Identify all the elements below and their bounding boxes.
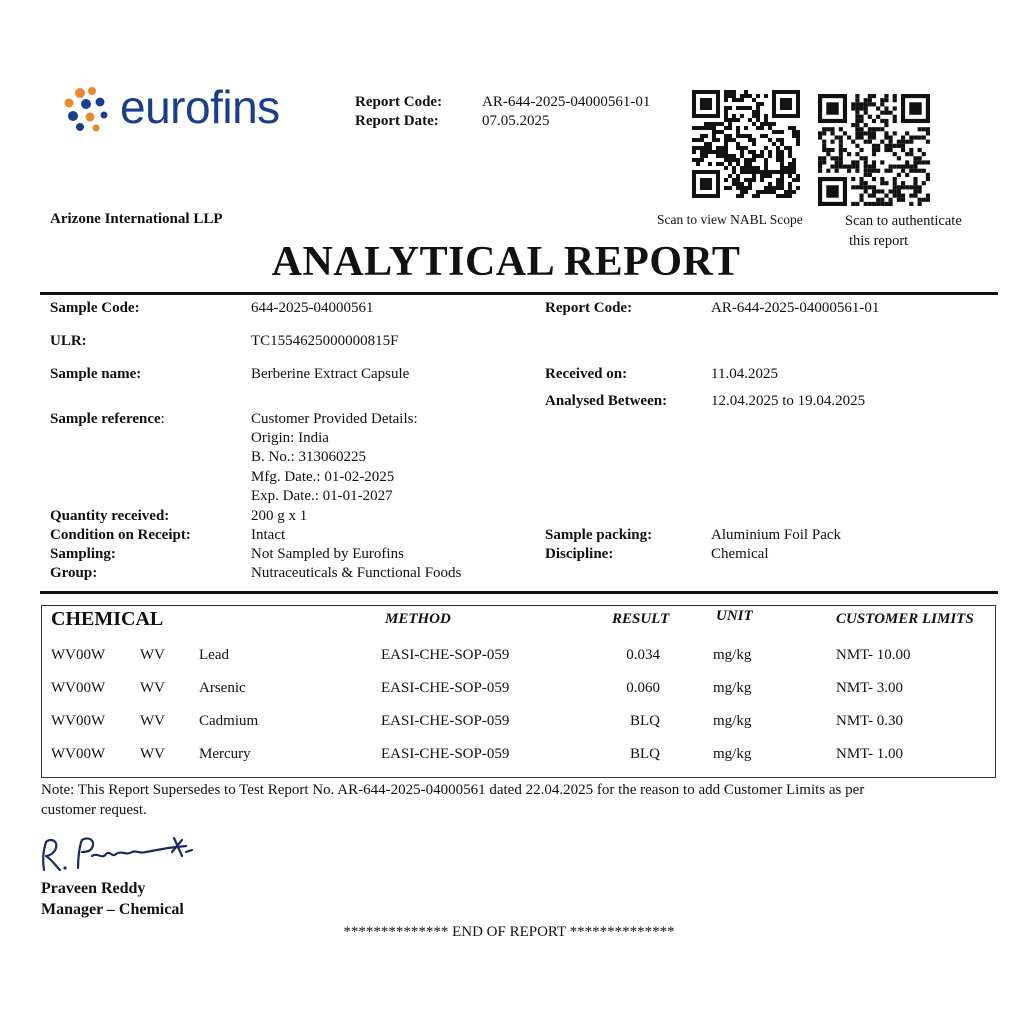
report-date-value: 07.05.2025 — [482, 113, 550, 129]
fields-divider — [40, 591, 998, 594]
customer-name: Arizone International LLP — [50, 211, 223, 227]
row2-method: EASI-CHE-SOP-059 — [381, 680, 510, 696]
sample-reference-label: Sample reference — [50, 411, 161, 427]
title-divider — [40, 292, 998, 295]
table-section-title: CHEMICAL — [51, 608, 164, 630]
handwritten-signature — [36, 830, 206, 880]
row1-unit: mg/kg — [713, 647, 752, 663]
row4-method: EASI-CHE-SOP-059 — [381, 746, 510, 762]
sampling-value: Not Sampled by Eurofins — [251, 546, 404, 562]
row3-result: BLQ — [630, 713, 660, 729]
sample-reference-label-group — [50, 411, 165, 428]
sample-reference-line-2: Origin: India — [251, 430, 329, 446]
logo-wordmark: eurofins — [120, 81, 280, 133]
group-label: Group: — [50, 565, 98, 581]
eurofins-logo — [62, 81, 312, 138]
sample-reference-line-1: Customer Provided Details: — [251, 411, 418, 427]
quantity-value: 200 g x 1 — [251, 508, 308, 524]
received-value: 11.04.2025 — [711, 366, 778, 382]
result-header: RESULT — [612, 611, 670, 627]
report-title: ANALYTICAL REPORT — [271, 239, 741, 285]
row1-parameter: Lead — [199, 647, 229, 663]
row2-result: 0.060 — [626, 680, 660, 696]
analysed-value: 12.04.2025 to 19.04.2025 — [711, 393, 866, 409]
ulr-label: ULR: — [50, 333, 87, 349]
row2-limit: NMT- 3.00 — [836, 680, 903, 696]
analysed-label: Analysed Between: — [545, 393, 668, 409]
row3-type: WV — [140, 713, 165, 729]
sample-name-label: Sample name: — [50, 366, 142, 382]
nabl-qr-caption: Scan to view NABL Scope — [657, 212, 803, 227]
row2-parameter: Arsenic — [199, 680, 246, 696]
row1-result: 0.034 — [626, 647, 660, 663]
row2-type: WV — [140, 680, 165, 696]
sample-reference-colon: : — [160, 411, 165, 427]
method-header: METHOD — [385, 611, 451, 627]
unit-header: UNIT — [716, 608, 753, 624]
sample-reference-line-3: B. No.: 313060225 — [251, 449, 367, 465]
row4-unit: mg/kg — [713, 746, 752, 762]
row3-parameter: Cadmium — [199, 713, 259, 729]
row4-type: WV — [140, 746, 165, 762]
note-line-1: Note: This Report Supersedes to Test Report No. AR-644-2025-04000561 dated 22.04.2025 for the reason to add Customer Limits as per — [41, 782, 865, 798]
authenticate-qr-code-icon[interactable] — [818, 94, 930, 206]
signatory-title: Manager – Chemical — [41, 901, 184, 918]
discipline-value: Chemical — [711, 546, 769, 562]
signatory-name: Praveen Reddy — [41, 880, 146, 897]
nabl-qr-code-icon[interactable] — [692, 90, 800, 198]
report-date-label: Report Date: — [355, 113, 439, 129]
note-line-2: customer request. — [41, 802, 147, 818]
row3-method: EASI-CHE-SOP-059 — [381, 713, 510, 729]
group-value: Nutraceuticals & Functional Foods — [251, 565, 462, 581]
sampling-label: Sampling: — [50, 546, 116, 562]
row3-limit: NMT- 0.30 — [836, 713, 903, 729]
sample-code-value: 644-2025-04000561 — [251, 300, 374, 316]
report-code-label: Report Code: — [355, 94, 443, 110]
logo-dots-icon — [62, 84, 112, 134]
sample-reference-line-4: Mfg. Date.: 01-02-2025 — [251, 469, 395, 485]
end-of-report: ************** END OF REPORT ************** — [343, 924, 675, 940]
packing-value: Aluminium Foil Pack — [711, 527, 842, 543]
received-label: Received on: — [545, 366, 628, 382]
sample-name-value: Berberine Extract Capsule — [251, 366, 410, 382]
row4-parameter: Mercury — [199, 746, 251, 762]
report-code-field-value: AR-644-2025-04000561-01 — [711, 300, 880, 316]
packing-label: Sample packing: — [545, 527, 653, 543]
row3-unit: mg/kg — [713, 713, 752, 729]
report-code-value: AR-644-2025-04000561-01 — [482, 94, 651, 110]
quantity-label: Quantity received: — [50, 508, 170, 524]
sample-reference-line-5: Exp. Date.: 01-01-2027 — [251, 488, 393, 504]
row1-type: WV — [140, 647, 165, 663]
row4-result: BLQ — [630, 746, 660, 762]
sample-code-label: Sample Code: — [50, 300, 140, 316]
condition-label: Condition on Receipt: — [50, 527, 191, 543]
row1-method: EASI-CHE-SOP-059 — [381, 647, 510, 663]
report-code-field-label: Report Code: — [545, 300, 633, 316]
row2-code: WV00W — [51, 680, 106, 696]
discipline-label: Discipline: — [545, 546, 614, 562]
row4-limit: NMT- 1.00 — [836, 746, 903, 762]
row2-unit: mg/kg — [713, 680, 752, 696]
row1-code: WV00W — [51, 647, 106, 663]
row3-code: WV00W — [51, 713, 106, 729]
condition-value: Intact — [251, 527, 286, 543]
limits-header: CUSTOMER LIMITS — [836, 611, 974, 627]
auth-qr-caption-line1: Scan to authenticate — [845, 213, 962, 229]
row4-code: WV00W — [51, 746, 106, 762]
auth-qr-caption-line2: this report — [849, 233, 909, 249]
ulr-value: TC1554625000000815F — [251, 333, 399, 349]
row1-limit: NMT- 10.00 — [836, 647, 911, 663]
